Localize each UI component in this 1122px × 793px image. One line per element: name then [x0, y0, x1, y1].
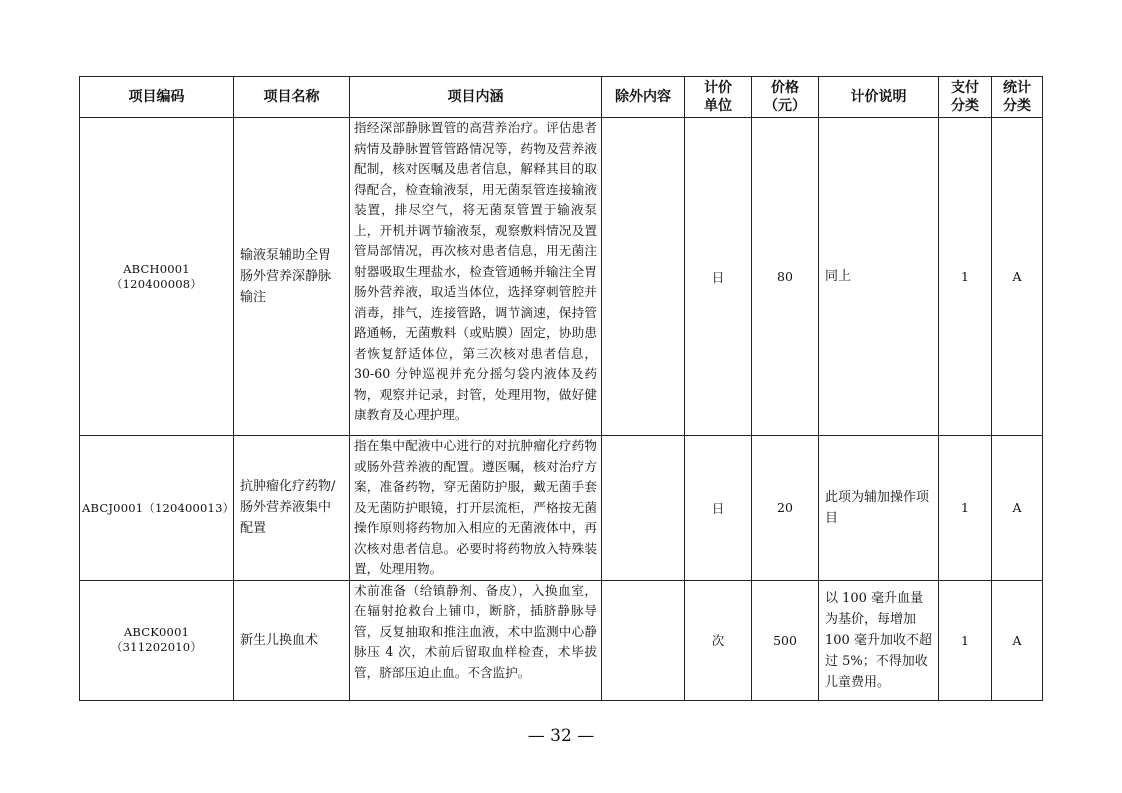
row-name: 输液泵辅助全胃肠外营养深静脉输注: [234, 118, 350, 436]
row-pay: 1: [939, 580, 992, 700]
row-price: 20: [752, 436, 819, 581]
fee-table: [79, 76, 1043, 701]
header-row: [80, 77, 1043, 118]
table-row: [80, 580, 1043, 700]
row-stat: A: [992, 118, 1043, 436]
fee-table-container: [79, 76, 1042, 701]
table-row: [80, 436, 1043, 581]
header-name: 项目名称: [234, 77, 350, 118]
row-pay: 1: [939, 436, 992, 581]
row-exclusion: [602, 436, 685, 581]
row-note: 以 100 毫升血量为基价，每增加 100 毫升加收不超过 5%；不得加收儿童费用。: [819, 580, 939, 700]
row-pay: 1: [939, 118, 992, 436]
row-price: 500: [752, 580, 819, 700]
header-price: 价格 （元）: [752, 77, 819, 118]
header-exclusion: 除外内容: [602, 77, 685, 118]
row-name: 抗肿瘤化疗药物/肠外营养液集中配置: [234, 436, 350, 581]
row-stat: A: [992, 436, 1043, 581]
row-stat: A: [992, 580, 1043, 700]
row-content: 指在集中配液中心进行的对抗肿瘤化疗药物或肠外营养液的配置。遵医嘱，核对治疗方案，准备药物，穿无菌防护服，戴无菌手套及无菌防护眼镜，打开层流柜，严格按无菌操作原则将药物加入相应的无菌液体中，再次核对患者信息。必要时将药物放入特殊装置，处理用物。: [350, 436, 602, 581]
header-pay: 支付 分类: [939, 77, 992, 118]
row-name: 新生儿换血术: [234, 580, 350, 700]
row-content: 指经深部静脉置管的高营养治疗。评估患者病情及静脉置管管路情况等，药物及营养液配制，核对医嘱及患者信息，解释其目的取得配合，检查输液泵，用无菌泵管连接输液装置，排尽空气，将无菌泵管置于输液泵上，开机并调节输液泵，观察敷料情况及置管局部情况，再次核对患者信息，用无菌注射器吸取生理盐水，检查管通畅并输注全胃肠外营养液，取适当体位，选择穿刺管腔并消毒，排气，连接管路，调节滴速，保持管路通畅，无菌敷料（或贴膜）固定，协助患者恢复舒适体位，第三次核对患者信息，30-60 分钟巡视并充分摇匀袋内液体及药物，观察并记录，封管，处理用物，做好健康教育及心理护理。: [350, 118, 602, 436]
row-code: ABCH0001（120400008）: [80, 118, 234, 436]
row-note: 此项为辅加操作项目: [819, 436, 939, 581]
row-content: 术前准备（给镇静剂、备皮），入换血室，在辐射抢救台上铺巾，断脐，插脐静脉导管，反复抽取和推注血液，术中监测中心静脉压 4 次，术前后留取血样检查，术毕拔管，脐部压迫止血。不含监护。: [350, 580, 602, 700]
row-exclusion: [602, 118, 685, 436]
header-code: 项目编码: [80, 77, 234, 118]
row-note: 同上: [819, 118, 939, 436]
header-note: 计价说明: [819, 77, 939, 118]
page-number: — 32 —: [527, 726, 595, 746]
row-price: 80: [752, 118, 819, 436]
row-code: ABCK0001（311202010）: [80, 580, 234, 700]
table-row: [80, 118, 1043, 436]
row-unit: 日: [685, 436, 752, 581]
row-code: ABCJ0001（120400013）: [80, 436, 234, 581]
header-unit: 计价 单位: [685, 77, 752, 118]
row-unit: 次: [685, 580, 752, 700]
header-stat: 统计 分类: [992, 77, 1043, 118]
row-exclusion: [602, 580, 685, 700]
row-unit: 日: [685, 118, 752, 436]
header-content: 项目内涵: [350, 77, 602, 118]
